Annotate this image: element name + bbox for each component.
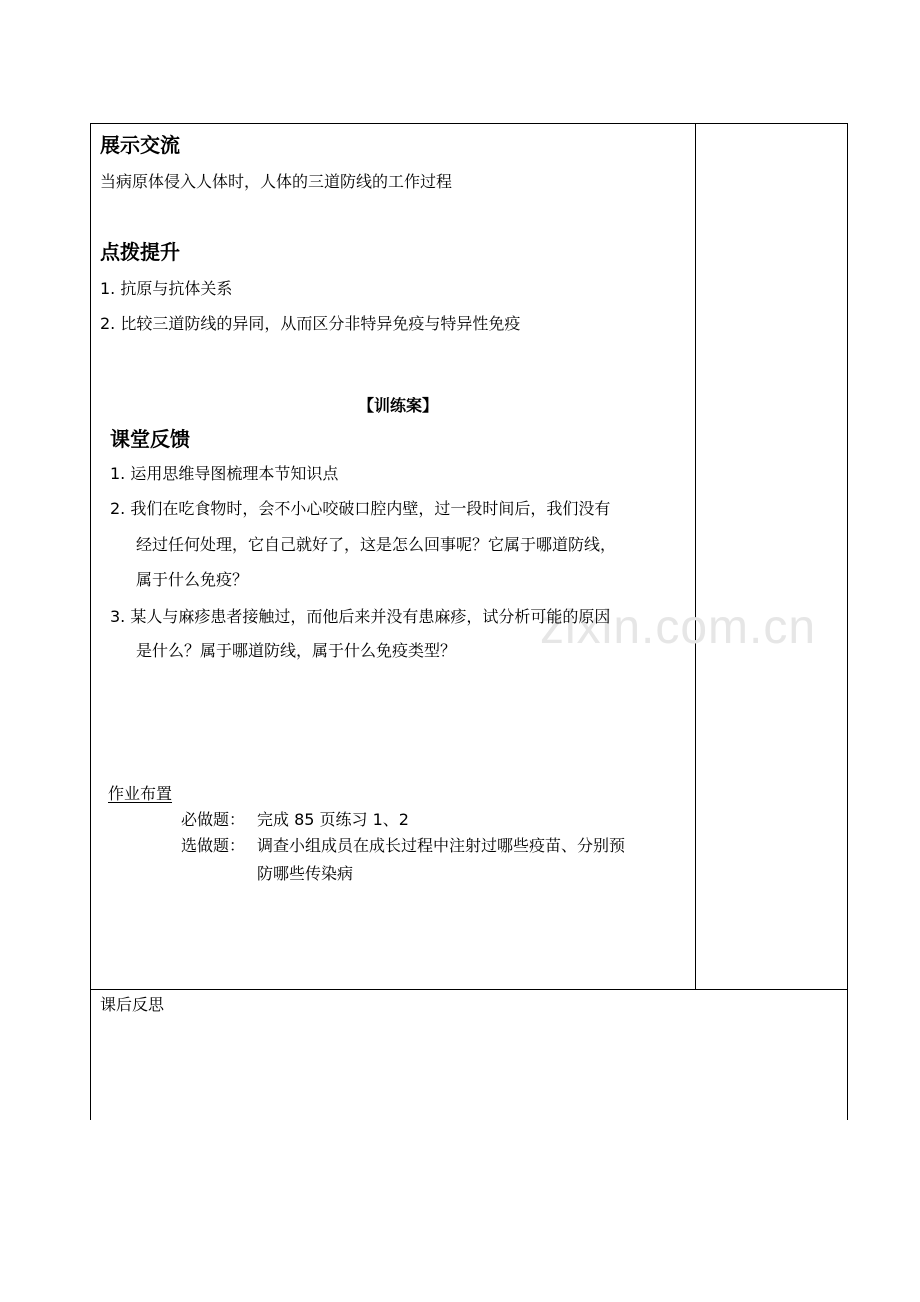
question-2-line-2: 经过任何处理，它自己就好了，这是怎么回事呢？它属于哪道防线， xyxy=(136,535,617,554)
column-divider xyxy=(695,123,696,990)
table-left-border xyxy=(90,123,91,1120)
watermark: zixin.com.cn xyxy=(540,601,817,654)
table-top-border xyxy=(90,123,848,124)
question-3-line-2: 是什么？属于哪道防线，属于什么免疫类型？ xyxy=(136,641,457,660)
guidance-item-2: 2. 比较三道防线的异同，从而区分非特异免疫与特异性免疫 xyxy=(100,314,521,333)
question-1: 1. 运用思维导图梳理本节知识点 xyxy=(110,464,339,483)
guidance-heading: 点拨提升 xyxy=(100,240,180,264)
row-divider xyxy=(90,989,848,990)
feedback-heading: 课堂反馈 xyxy=(110,427,190,451)
show-exchange-text: 当病原体侵入人体时，人体的三道防线的工作过程 xyxy=(100,172,453,191)
homework-optional-line-2: 防哪些传染病 xyxy=(257,864,354,883)
training-title: 【训练案】 xyxy=(357,396,438,415)
reflection-label: 课后反思 xyxy=(100,995,165,1014)
question-2-line-3: 属于什么免疫？ xyxy=(136,570,249,589)
homework-required-label: 必做题： xyxy=(181,810,246,829)
guidance-item-1: 1. 抗原与抗体关系 xyxy=(100,279,233,298)
question-3-line-1: 3. 某人与麻疹患者接触过，而他后来并没有患麻疹，试分析可能的原因 xyxy=(110,607,611,626)
table-right-border xyxy=(847,123,848,1120)
show-exchange-heading: 展示交流 xyxy=(100,133,180,157)
question-2-line-1: 2. 我们在吃食物时，会不小心咬破口腔内壁，过一段时间后，我们没有 xyxy=(110,499,611,518)
homework-heading: 作业布置 xyxy=(108,784,173,803)
homework-optional-label: 选做题： xyxy=(181,836,246,855)
homework-required-text: 完成 85 页练习 1、2 xyxy=(257,810,409,829)
homework-optional-line-1: 调查小组成员在成长过程中注射过哪些疫苗、分别预 xyxy=(257,836,626,855)
